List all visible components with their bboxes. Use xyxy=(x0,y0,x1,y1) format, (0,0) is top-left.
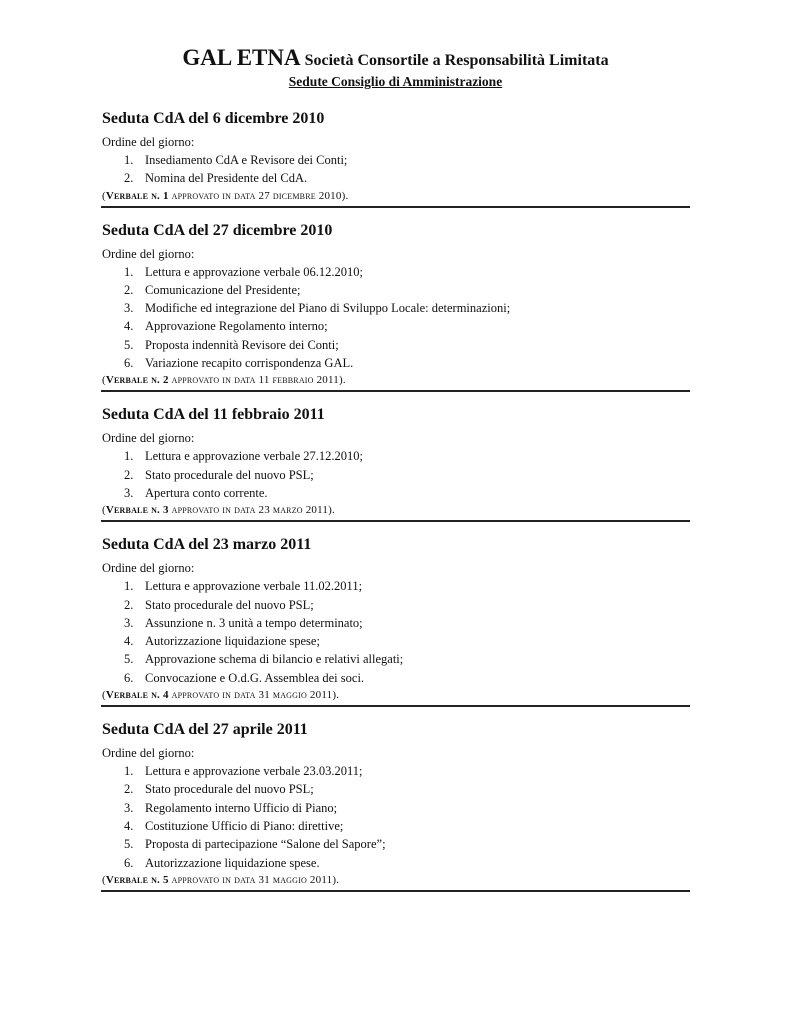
agenda-item-text: Convocazione e O.d.G. Assemblea dei soci. xyxy=(145,670,365,685)
verbale-note: (Verbale n. 5 approvato in data 31 maggio 2011). xyxy=(102,873,340,886)
agenda-item-number: 1. xyxy=(124,579,134,594)
agenda-item-text: Apertura conto corrente. xyxy=(145,485,268,500)
meeting-section xyxy=(101,403,690,522)
agenda-item xyxy=(101,650,690,668)
agenda-item-text: Modifiche ed integrazione del Piano di Sviluppo Locale: determinazioni; xyxy=(145,301,511,316)
document-subtitle: Sedute Consiglio di Amministrazione xyxy=(288,74,503,90)
agenda-item-text: Assunzione n. 3 unità a tempo determinato; xyxy=(145,615,363,630)
agenda-item xyxy=(101,151,690,169)
agenda-item-text: Lettura e approvazione verbale 27.12.2010; xyxy=(145,449,363,464)
agenda-item-number: 5. xyxy=(124,652,134,667)
agenda-item-number: 3. xyxy=(124,800,134,815)
verbale-text: approvato in data 31 maggio 2011 xyxy=(171,873,333,886)
agenda-item-number: 4. xyxy=(124,319,134,334)
agenda-item-text: Lettura e approvazione verbale 23.03.2011; xyxy=(145,764,363,779)
agenda-item-text: Proposta indennità Revisore dei Conti; xyxy=(145,337,339,352)
meeting-section xyxy=(101,107,690,208)
agenda-item-text: Comunicazione del Presidente; xyxy=(145,282,301,297)
meeting-title: Seduta CdA del 27 aprile 2011 xyxy=(102,721,308,739)
agenda-item-text: Approvazione schema di bilancio e relativi allegati; xyxy=(145,652,404,667)
agenda-list xyxy=(101,447,690,502)
agenda-item-text: Autorizzazione liquidazione spese; xyxy=(145,634,320,649)
verbale-text: approvato in data 31 maggio 2011 xyxy=(171,689,333,702)
agenda-list xyxy=(101,762,690,872)
agenda-item-text: Lettura e approvazione verbale 11.02.2011; xyxy=(145,579,363,594)
document-header xyxy=(0,46,791,90)
agenda-item xyxy=(101,669,690,687)
agenda-item-number: 2. xyxy=(124,171,134,186)
agenda-label: Ordine del giorno: xyxy=(102,561,195,576)
agenda-item-text: Autorizzazione liquidazione spese. xyxy=(145,855,320,870)
verbale-label: Verbale n. 3 xyxy=(105,504,169,517)
agenda-item-text: Proposta di partecipazione “Salone del Sapore”; xyxy=(145,837,386,852)
agenda-item xyxy=(101,447,690,465)
verbale-label: Verbale n. 1 xyxy=(105,189,169,202)
agenda-item xyxy=(101,799,690,817)
agenda-item-number: 1. xyxy=(124,449,134,464)
verbale-text: approvato in data 27 dicembre 2010 xyxy=(171,189,342,202)
agenda-item xyxy=(101,577,690,595)
document-title xyxy=(0,46,791,70)
agenda-item-number: 5. xyxy=(124,837,134,852)
agenda-item-text: Stato procedurale del nuovo PSL; xyxy=(145,597,314,612)
verbale-text: approvato in data 11 febbraio 2011 xyxy=(171,374,339,387)
agenda-item-number: 2. xyxy=(124,467,134,482)
agenda-item xyxy=(101,484,690,502)
verbale-label: Verbale n. 4 xyxy=(105,689,169,702)
agenda-item xyxy=(101,354,690,372)
agenda-item-number: 1. xyxy=(124,264,134,279)
agenda-item xyxy=(101,596,690,614)
agenda-item xyxy=(101,632,690,650)
agenda-item-number: 3. xyxy=(124,301,134,316)
agenda-item xyxy=(101,317,690,335)
meeting-title: Seduta CdA del 6 dicembre 2010 xyxy=(102,110,325,127)
verbale-note: (Verbale n. 3 approvato in data 23 marzo 2011). xyxy=(102,504,335,517)
meeting-title: Seduta CdA del 27 dicembre 2010 xyxy=(102,221,333,239)
verbale-label: Verbale n. 5 xyxy=(105,873,169,886)
verbale-text: approvato in data 23 marzo 2011 xyxy=(171,504,329,517)
agenda-item xyxy=(101,835,690,853)
agenda-item xyxy=(101,762,690,780)
agenda-item xyxy=(101,854,690,872)
agenda-item-number: 2. xyxy=(124,597,134,612)
agenda-item xyxy=(101,780,690,798)
agenda-item xyxy=(101,281,690,299)
agenda-item-number: 1. xyxy=(124,764,134,779)
agenda-label: Ordine del giorno: xyxy=(102,746,195,761)
verbale-note: (Verbale n. 2 approvato in data 11 febbraio 2011). xyxy=(102,374,346,387)
agenda-item-number: 4. xyxy=(124,634,134,649)
agenda-label: Ordine del giorno: xyxy=(102,246,195,261)
meeting-section xyxy=(101,718,690,892)
agenda-item-number: 3. xyxy=(124,485,134,500)
agenda-item-text: Stato procedurale del nuovo PSL; xyxy=(145,467,314,482)
agenda-label: Ordine del giorno: xyxy=(102,431,195,446)
agenda-item xyxy=(101,817,690,835)
agenda-item-number: 3. xyxy=(124,615,134,630)
agenda-item-number: 6. xyxy=(124,670,134,685)
agenda-item xyxy=(101,614,690,632)
agenda-item-text: Costituzione Ufficio di Piano: direttive; xyxy=(145,818,344,833)
agenda-item xyxy=(101,263,690,281)
meeting-section xyxy=(101,533,690,707)
agenda-list xyxy=(101,151,690,188)
agenda-item-number: 2. xyxy=(124,782,134,797)
sections-list xyxy=(101,107,690,903)
agenda-item-number: 6. xyxy=(124,855,134,870)
agenda-item-text: Regolamento interno Ufficio di Piano; xyxy=(145,800,338,815)
meeting-title: Seduta CdA del 11 febbraio 2011 xyxy=(102,406,325,424)
agenda-item xyxy=(101,466,690,484)
agenda-item-number: 4. xyxy=(124,818,134,833)
agenda-item-number: 5. xyxy=(124,337,134,352)
agenda-list xyxy=(101,263,690,373)
agenda-item-number: 2. xyxy=(124,282,134,297)
agenda-item-text: Approvazione Regolamento interno; xyxy=(145,319,328,334)
verbale-note: (Verbale n. 1 approvato in data 27 dicembre 2010). xyxy=(102,189,349,202)
agenda-item xyxy=(101,169,690,187)
verbale-note: (Verbale n. 4 approvato in data 31 maggio 2011). xyxy=(102,689,340,702)
agenda-item-text: Variazione recapito corrispondenza GAL. xyxy=(145,356,354,371)
agenda-item xyxy=(101,336,690,354)
agenda-item-text: Insediamento CdA e Revisore dei Conti; xyxy=(145,153,348,167)
agenda-list xyxy=(101,577,690,687)
agenda-item-number: 1. xyxy=(124,153,134,167)
agenda-item-text: Stato procedurale del nuovo PSL; xyxy=(145,782,314,797)
agenda-item-number: 6. xyxy=(124,356,134,371)
agenda-item xyxy=(101,299,690,317)
meeting-section xyxy=(101,219,690,393)
title-main: GAL ETNA xyxy=(182,45,301,70)
agenda-item-text: Nomina del Presidente del CdA. xyxy=(145,171,308,186)
title-sub: Società Consortile a Responsabilità Limitata xyxy=(304,52,609,69)
meeting-title: Seduta CdA del 23 marzo 2011 xyxy=(102,536,312,554)
verbale-label: Verbale n. 2 xyxy=(105,374,169,387)
agenda-label: Ordine del giorno: xyxy=(102,135,195,149)
agenda-item-text: Lettura e approvazione verbale 06.12.2010; xyxy=(145,264,363,279)
